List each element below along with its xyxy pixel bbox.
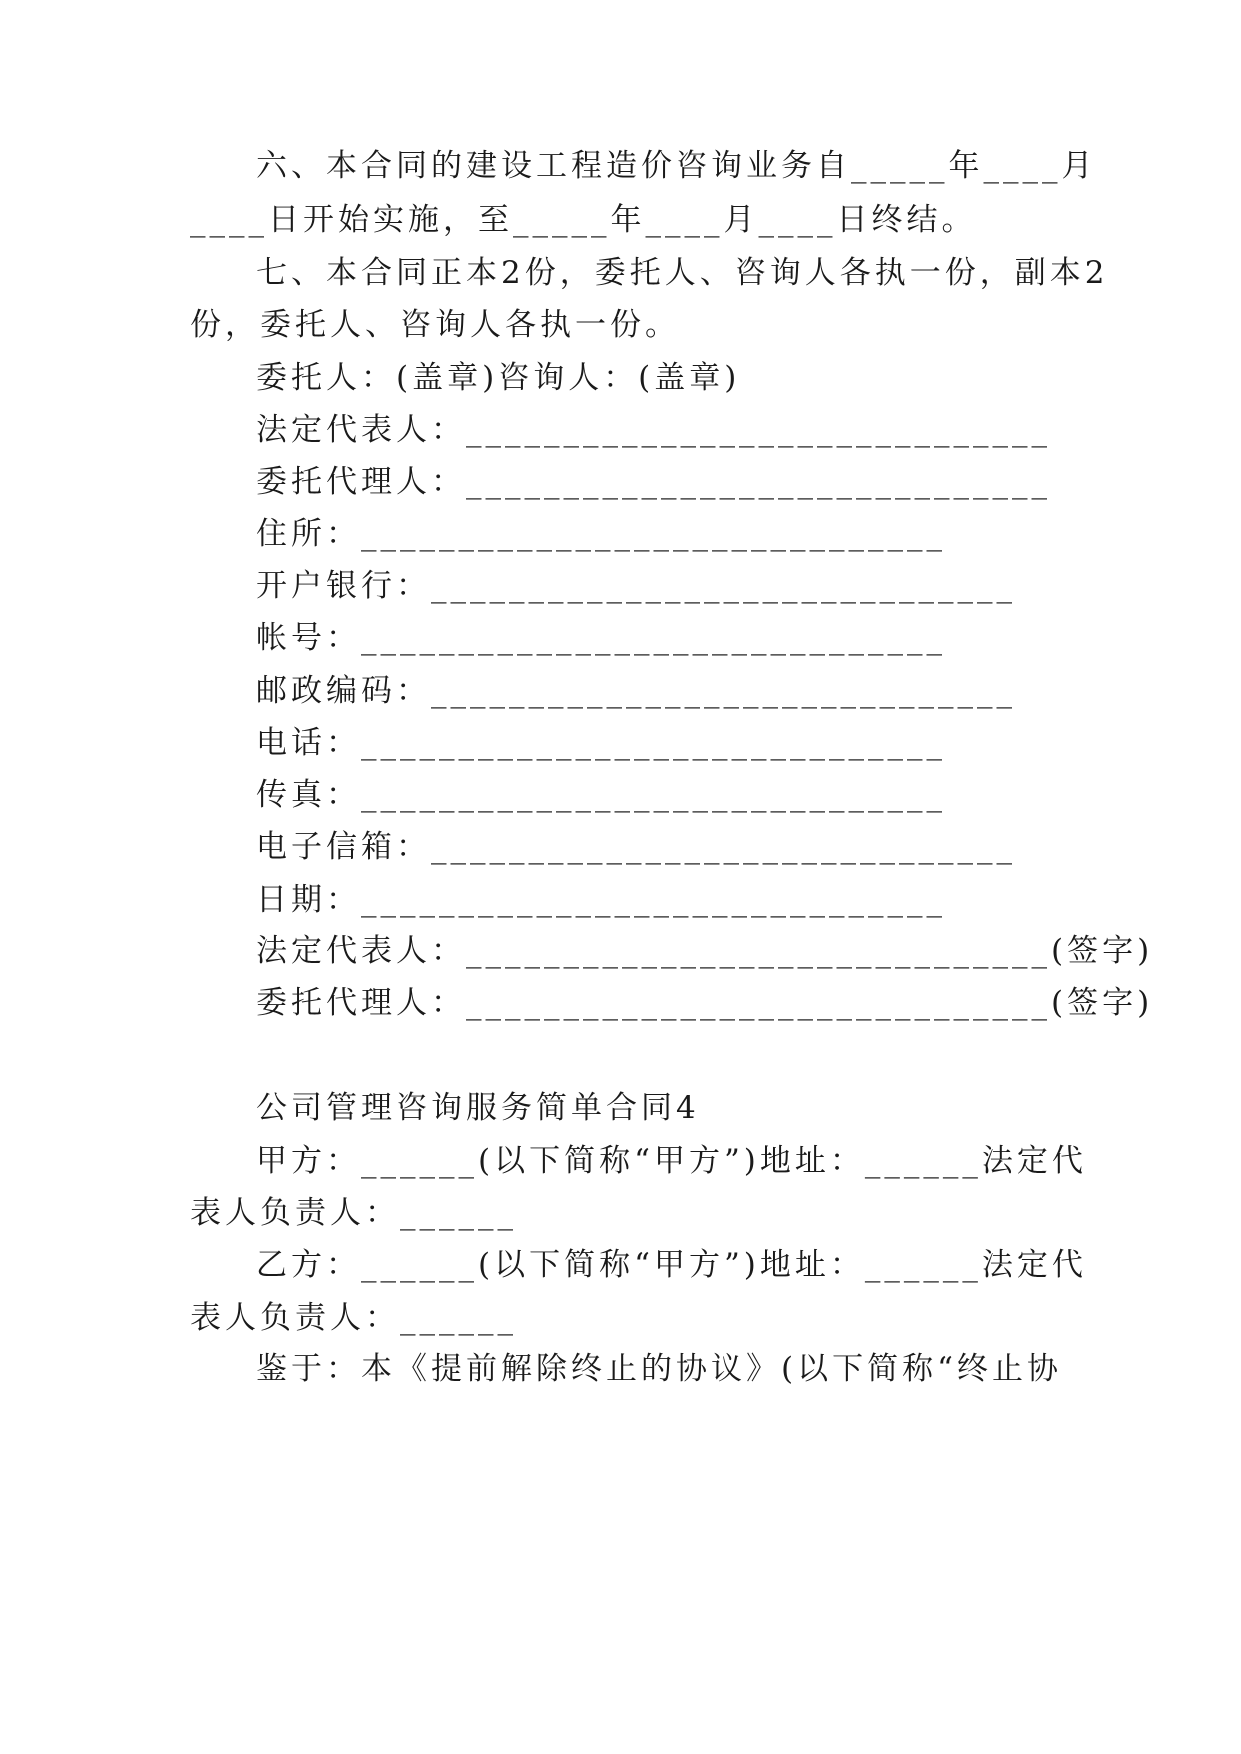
- account-field: 帐号：______________________________: [256, 620, 946, 656]
- whereas-line: 鉴于：本《提前解除终止的协议》(以下简称“终止协: [256, 1351, 1062, 1387]
- legal-rep-field: 法定代表人：______________________________: [256, 412, 1051, 448]
- seal-line: 委托人：(盖章)咨询人：(盖章): [256, 360, 741, 396]
- agent-signature-field: 委托代理人：______________________________(签字): [256, 985, 1154, 1021]
- bank-field: 开户银行：______________________________: [256, 568, 1016, 604]
- fax-field: 传真：______________________________: [256, 777, 946, 813]
- clause-7-line-1: 七、本合同正本2份，委托人、咨询人各执一份，副本2: [256, 255, 1109, 291]
- party-a-line-2: 表人负责人：______: [190, 1195, 517, 1231]
- section-title: 公司管理咨询服务简单合同4: [256, 1090, 700, 1126]
- phone-field: 电话：______________________________: [256, 725, 946, 761]
- address-field: 住所：______________________________: [256, 516, 946, 552]
- clause-7-line-2: 份，委托人、咨询人各执一份。: [190, 307, 680, 343]
- party-b-line-2: 表人负责人：______: [190, 1300, 517, 1336]
- legal-rep-signature-field: 法定代表人：______________________________(签字): [256, 933, 1154, 969]
- email-field: 电子信箱：______________________________: [256, 829, 1016, 865]
- postcode-field: 邮政编码：______________________________: [256, 673, 1016, 709]
- clause-6-line-2: ____日开始实施，至_____年____月____日终结。: [190, 202, 977, 238]
- agent-field: 委托代理人：______________________________: [256, 464, 1051, 500]
- party-a-line-1: 甲方：______(以下简称“甲方”)地址：______法定代: [256, 1143, 1087, 1179]
- date-field: 日期：______________________________: [256, 882, 946, 918]
- party-b-line-1: 乙方：______(以下简称“甲方”)地址：______法定代: [256, 1247, 1087, 1283]
- clause-6-line-1: 六、本合同的建设工程造价咨询业务自_____年____月: [256, 148, 1097, 184]
